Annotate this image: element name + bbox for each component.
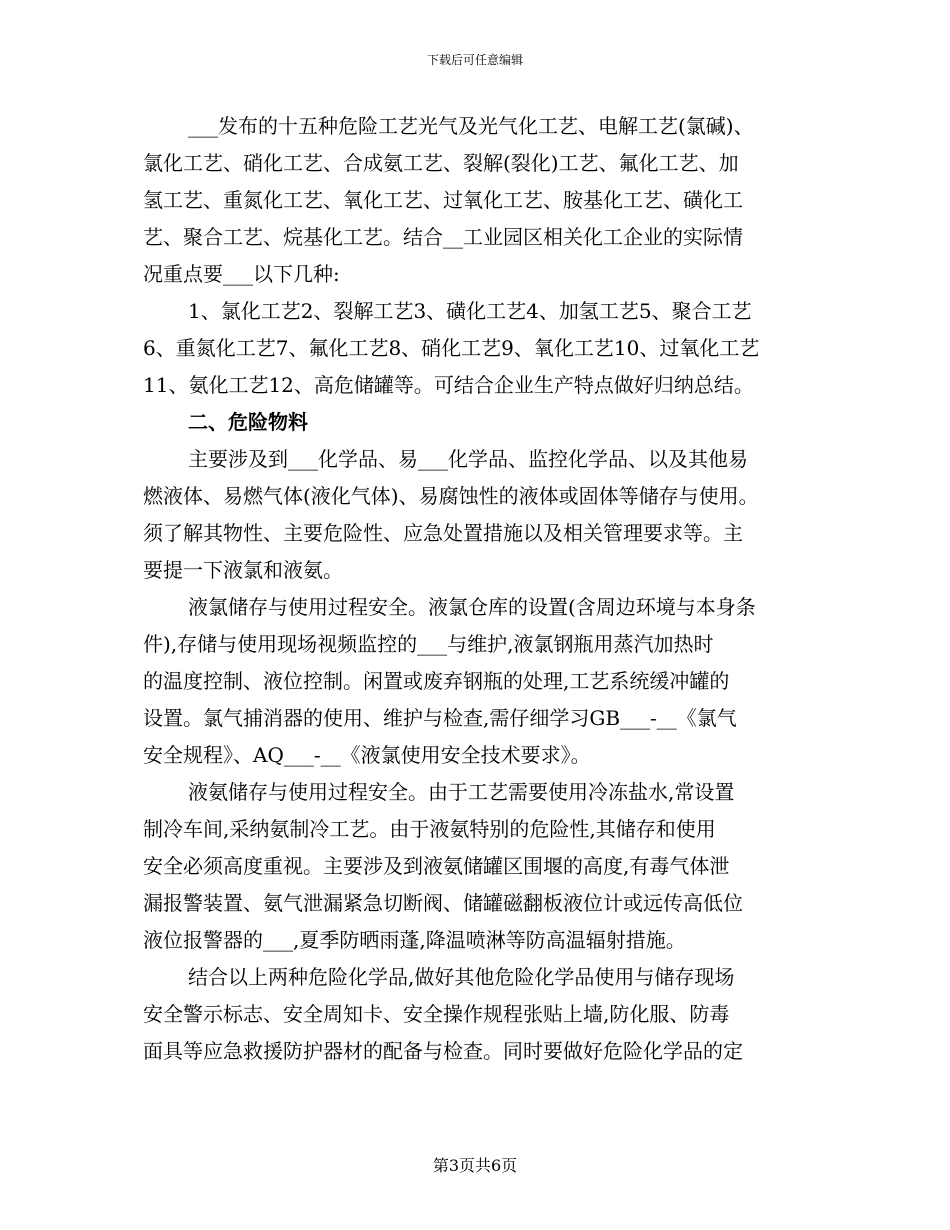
document-body xyxy=(143,108,807,1070)
text-line: 艺、聚合工艺、烷基化工艺。结合__工业园区相关化工企业的实际情 xyxy=(143,225,743,249)
text-line: 液氨储存与使用过程安全。由于工艺需要使用冷冻盐水,常设置 xyxy=(188,780,735,804)
text-line: 氯化工艺、硝化工艺、合成氨工艺、裂解(裂化)工艺、氟化工艺、加 xyxy=(143,151,739,175)
text-line: 面具等应急救援防护器材的配备与检查。同时要做好危险化学品的定 xyxy=(143,1039,743,1063)
text-line: 液位报警器的___,夏季防晒雨蓬,降温喷淋等防高温辐射措施。 xyxy=(143,928,686,952)
text-line: 要提一下液氯和液氨。 xyxy=(143,558,343,582)
text-line: 1、氯化工艺2、裂解工艺3、磺化工艺4、加氢工艺5、聚合工艺 xyxy=(188,299,752,323)
text-line: 11、氨化工艺12、高危储罐等。可结合企业生产特点做好归纳总结。 xyxy=(143,373,754,397)
text-line: 安全必须高度重视。主要涉及到液氨储罐区围堰的高度,有毒气体泄 xyxy=(143,854,730,878)
text-line: 的温度控制、液位控制。闲置或废弃钢瓶的处理,工艺系统缓冲罐的 xyxy=(143,669,730,693)
text-line: 制冷车间,采纳氨制冷工艺。由于液氨特别的危险性,其储存和使用 xyxy=(143,817,716,841)
page-footer: 第3页共6页 xyxy=(432,1156,518,1175)
text-line: 漏报警装置、氨气泄漏紧急切断阀、储罐磁翻板液位计或远传高低位 xyxy=(143,891,743,915)
text-line: 须了解其物性、主要危险性、应急处置措施以及相关管理要求等。主 xyxy=(143,521,743,545)
text-line: 氢工艺、重氮化工艺、氧化工艺、过氧化工艺、胺基化工艺、磺化工 xyxy=(143,188,743,212)
text-line: 主要涉及到___化学品、易___化学品、监控化学品、以及其他易 xyxy=(188,447,748,471)
text-line: 件),存储与使用现场视频监控的___与维护,液氯钢瓶用蒸汽加热时 xyxy=(143,632,714,656)
text-line: 安全规程》、AQ___-__《液氯使用安全技术要求》。 xyxy=(143,743,591,767)
text-line: 况重点要___以下几种: xyxy=(143,262,340,286)
text-line: 燃液体、易燃气体(液化气体)、易腐蚀性的液体或固体等储存与使用。 xyxy=(143,484,759,508)
text-line: ___发布的十五种危险工艺光气及光气化工艺、电解工艺(氯碱)、 xyxy=(188,114,754,138)
text-line: 液氯储存与使用过程安全。液氯仓库的设置(含周边环境与本身条 xyxy=(188,595,756,619)
text-line: 结合以上两种危险化学品,做好其他危险化学品使用与储存现场 xyxy=(188,965,735,989)
page-header: 下载后可任意编辑 xyxy=(426,53,523,67)
text-line: 设置。氯气捕消器的使用、维护与检查,需仔细学习GB___-__《氯气 xyxy=(143,706,737,730)
text-line: 6、重氮化工艺7、氟化工艺8、硝化工艺9、氧化工艺10、过氧化工艺 xyxy=(143,336,760,360)
text-line: 安全警示标志、安全周知卡、安全操作规程张贴上墙,防化服、防毒 xyxy=(143,1002,730,1026)
section-heading: 二、危险物料 xyxy=(188,410,308,434)
